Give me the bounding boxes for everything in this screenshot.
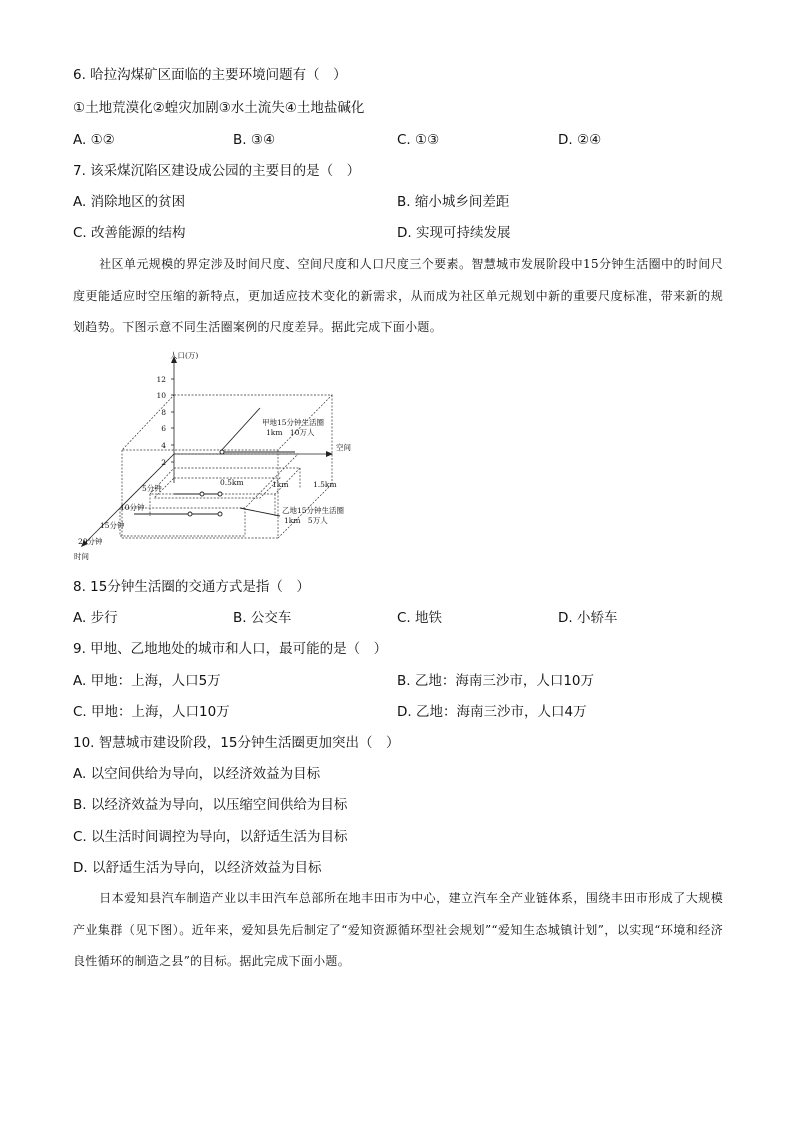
q6-option-b: B. ③④ xyxy=(233,132,276,148)
q10-option-b: B. 以经济效益为导向，以压缩空间供给为目标 xyxy=(73,797,348,813)
q10-stem: 10. 智慧城市建设阶段，15分钟生活圈更加突出（ ） xyxy=(73,735,400,751)
passage-community-unit: 社区单元规模的界定涉及时间尺度、空间尺度和人口尺度三个要素。智慧城市发展阶段中15分钟生活圈中的时间尺度更能适应时空压缩的新特点，更加适应技术变化的新需求，从而成为社区单元规划中新的重要尺度标准，带来新的规划趋势。下图示意不同生活圈案例的尺度差异。据此完成下面小题。 xyxy=(73,257,723,334)
inner-planes xyxy=(150,468,300,516)
point-5min xyxy=(200,492,204,496)
x-axis-label: 空间 xyxy=(336,443,351,452)
q9-stem: 9. 甲地、乙地地处的城市和人口，最可能的是（ ） xyxy=(73,641,388,657)
q9-option-a: A. 甲地：上海，人口5万 xyxy=(73,673,221,689)
y-tick-2: 2 xyxy=(161,458,166,467)
y-tick-4: 4 xyxy=(161,441,166,450)
q7-stem: 7. 该采煤沉陷区建设成公园的主要目的是（ ） xyxy=(73,163,361,179)
z-tick-10min: 10分钟 xyxy=(120,503,145,512)
z-tick-15min: 15分钟 xyxy=(100,521,125,530)
z-tick-20min: 20分钟 xyxy=(78,537,103,546)
q7-option-b: B. 缩小城乡间差距 xyxy=(397,194,510,210)
y-tick-10: 10 xyxy=(156,391,166,400)
q8-stem: 8. 15分钟生活圈的交通方式是指（ ） xyxy=(73,579,310,595)
yi-point xyxy=(188,512,192,516)
life-circle-scale-figure xyxy=(70,348,390,563)
x-tick-1km: 1km xyxy=(272,480,289,489)
jia-annotation-title: 甲地15分钟生活圈 xyxy=(262,418,325,427)
q7-option-a: A. 消除地区的贫困 xyxy=(73,194,186,210)
q9-option-c: C. 甲地：上海，人口10万 xyxy=(73,704,230,720)
z-axis-label: 时间 xyxy=(74,552,89,561)
jia-point xyxy=(220,450,224,454)
q10-option-c: C. 以生活时间调控为导向，以舒适生活为目标 xyxy=(73,829,348,845)
yi-leader-line xyxy=(240,508,280,516)
q6-option-c: C. ①③ xyxy=(397,132,440,148)
q8-option-d: D. 小轿车 xyxy=(558,610,618,626)
y-tick-12: 12 xyxy=(156,375,166,384)
y-tick-8: 8 xyxy=(161,408,166,417)
yi-annotation-title: 乙地15分钟生活圈 xyxy=(282,506,345,515)
q7-option-d: D. 实现可持续发展 xyxy=(397,225,511,241)
point-5min-b xyxy=(218,492,222,496)
q6-items: ①土地荒漠化②蝗灾加剧③水土流失④土地盐碱化 xyxy=(73,100,365,116)
yi-circle-box xyxy=(120,454,298,536)
jia-leader-line xyxy=(220,408,260,452)
x-tick-1-5km: 1.5km xyxy=(313,480,337,489)
y-tick-6: 6 xyxy=(161,424,166,433)
q6-option-a: A. ①② xyxy=(73,132,115,148)
q8-option-c: C. 地铁 xyxy=(397,610,443,626)
q6-option-d: D. ②④ xyxy=(558,132,602,148)
q6-stem: 6. 哈拉沟煤矿区面临的主要环境问题有（ ） xyxy=(73,67,347,83)
y-axis-label: 人口(万) xyxy=(170,351,199,360)
q7-option-c: C. 改善能源的结构 xyxy=(73,225,186,241)
q9-option-d: D. 乙地：海南三沙市，人口4万 xyxy=(397,704,587,720)
yi-annotation-value: 1km 5万人 xyxy=(284,516,328,525)
passage-aichi-automotive: 日本爱知县汽车制造产业以丰田汽车总部所在地丰田市为中心，建立汽车全产业链体系，围绕丰田市形成了大规模产业集群（见下图）。近年来，爱知县先后制定了“爱知资源循环型社会规划”“爱知生态城镇计划”，以实现“环境和经济良性循环的制造之县”的目标。据此完成下面小题。 xyxy=(73,891,723,968)
q10-option-d: D. 以舒适生活为导向，以经济效益为目标 xyxy=(73,860,322,876)
q10-option-a: A. 以空间供给为导向，以经济效益为目标 xyxy=(73,766,321,782)
q8-option-b: B. 公交车 xyxy=(233,610,292,626)
jia-annotation-value: 1km 10万人 xyxy=(266,428,315,437)
z-tick-5min: 5分钟 xyxy=(142,484,162,493)
q8-option-a: A. 步行 xyxy=(73,610,118,626)
point-15min xyxy=(218,512,222,516)
x-tick-0-5km: 0.5km xyxy=(220,478,244,487)
q9-option-b: B. 乙地：海南三沙市，人口10万 xyxy=(397,673,595,689)
